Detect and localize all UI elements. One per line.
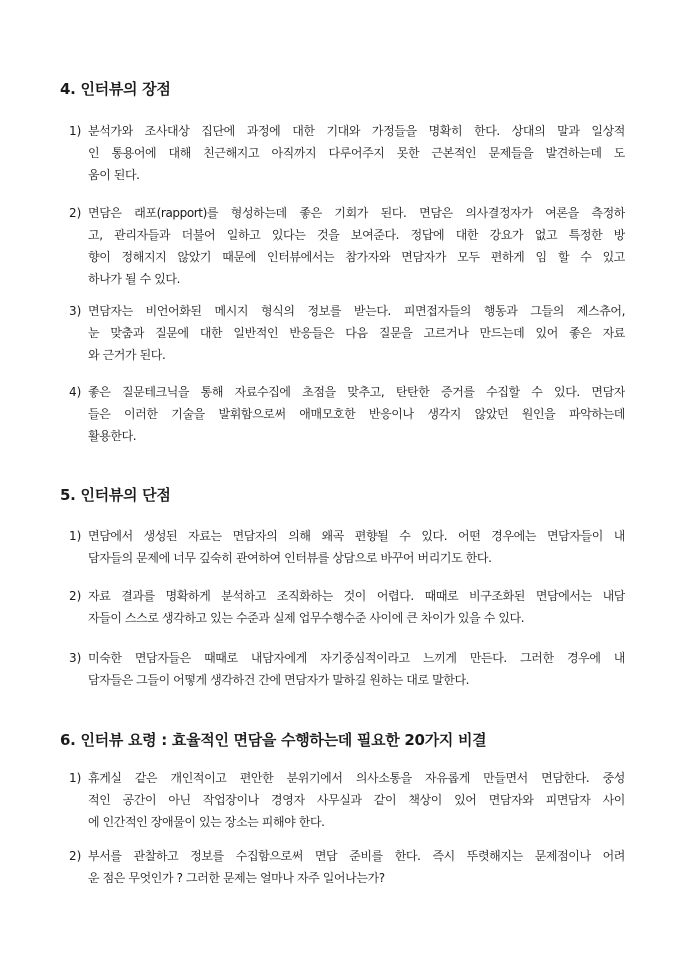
- item-number: 2): [69, 589, 82, 603]
- section-6-item-1: [69, 767, 625, 833]
- item-line: 움이 된다.: [88, 168, 140, 182]
- item-line: 담자들은 그들이 어떻게 생각하건 간에 면담자가 말하길 원하는 대로 말한다.: [88, 673, 470, 687]
- item-line: 인 통용어에 대해 친근해지고 아직까지 다루어주지 못한 근본적인 문제들을 발견하는데 도: [88, 146, 625, 160]
- section-5-item-3: [69, 647, 625, 691]
- item-number: 2): [69, 206, 82, 220]
- section-4-item-1: [69, 120, 625, 186]
- item-line: 들은 이러한 기술을 발휘함으로써 애매모호한 반응이나 생각지 않았던 원인을 파악하는데: [88, 407, 625, 421]
- section-4-item-3: [69, 300, 625, 366]
- section-4-title: 4. 인터뷰의 장점: [60, 80, 171, 98]
- section-6-item-2: [69, 845, 625, 889]
- item-number: 3): [69, 651, 82, 665]
- item-line: 운 점은 무엇인가 ? 그러한 문제는 얼마나 자주 일어나는가?: [88, 871, 385, 885]
- item-line: 면담자는 비언어화된 메시지 형식의 정보를 받는다. 피면접자들의 행동과 그들의 제스츄어,: [88, 304, 625, 318]
- item-line: 면담은 래포(rapport)를 형성하는데 좋은 기회가 된다. 면담은 의사결정자가 여론을 측정하: [88, 206, 625, 220]
- item-line: 에 인간적인 장애물이 있는 장소는 피해야 한다.: [88, 815, 325, 829]
- section-4-item-4: [69, 381, 625, 447]
- section-5-item-2: [69, 585, 625, 629]
- item-line: 활용한다.: [88, 429, 137, 443]
- item-number: 2): [69, 849, 82, 863]
- item-line: 고, 관리자들과 더불어 일하고 있다는 것을 보여준다. 정답에 대한 강요가 없고 특정한 방: [88, 228, 625, 242]
- item-line: 와 근거가 된다.: [88, 348, 166, 362]
- item-line: 자료 결과를 명확하게 분석하고 조직화하는 것이 어렵다. 때때로 비구조화된 면담에서는 내담: [88, 589, 625, 603]
- item-number: 4): [69, 385, 82, 399]
- item-line: 담자들의 문제에 너무 깊숙히 관여하여 인터뷰를 상담으로 바꾸어 버리기도 한다.: [88, 551, 492, 565]
- section-6-title: 6. 인터뷰 요령 : 효율적인 면담을 수행하는데 필요한 20가지 비결: [60, 731, 487, 749]
- item-line: 하나가 될 수 있다.: [88, 272, 181, 286]
- item-line: 향이 정해지지 않았기 때문에 인터뷰에서는 참가자와 면담자가 모두 편하게 임 할 수 있고: [88, 250, 625, 264]
- item-line: 눈 맞춤과 질문에 대한 일반적인 반응들은 다음 질문을 고르거나 만드는데 있어 좋은 자료: [88, 326, 625, 340]
- section-4-item-2: [69, 202, 625, 290]
- item-line: 휴게실 같은 개인적이고 편안한 분위기에서 의사소통을 자유롭게 만들면서 면담한다. 중성: [88, 771, 625, 785]
- item-line: 자들이 스스로 생각하고 있는 수준과 실제 업무수행수준 사이에 큰 차이가 있을 수 있다.: [88, 611, 525, 625]
- item-line: 분석가와 조사대상 집단에 과정에 대한 기대와 가정들을 명확히 한다. 상대의 말과 일상적: [88, 124, 625, 138]
- section-5-item-1: [69, 525, 625, 569]
- item-number: 1): [69, 771, 82, 785]
- item-line: 미숙한 면담자들은 때때로 내담자에게 자기중심적이라고 느끼게 만든다. 그러한 경우에 내: [88, 651, 625, 665]
- item-line: 적인 공간이 아닌 작업장이나 경영자 사무실과 같이 책상이 있어 면담자와 피면담자 사이: [88, 793, 625, 807]
- item-line: 좋은 질문테크닉을 통해 자료수집에 초점을 맞추고, 탄탄한 증거를 수집할 수 있다. 면담자: [88, 385, 625, 399]
- item-line: 면담에서 생성된 자료는 면담자의 의해 왜곡 편향될 수 있다. 어떤 경우에는 면담자들이 내: [88, 529, 625, 543]
- item-line: 부서를 관찰하고 정보를 수집함으로써 면담 준비를 한다. 즉시 뚜렷해지는 문제점이나 어려: [88, 849, 625, 863]
- item-number: 1): [69, 529, 82, 543]
- section-5-title: 5. 인터뷰의 단점: [60, 486, 171, 504]
- item-number: 3): [69, 304, 82, 318]
- item-number: 1): [69, 124, 82, 138]
